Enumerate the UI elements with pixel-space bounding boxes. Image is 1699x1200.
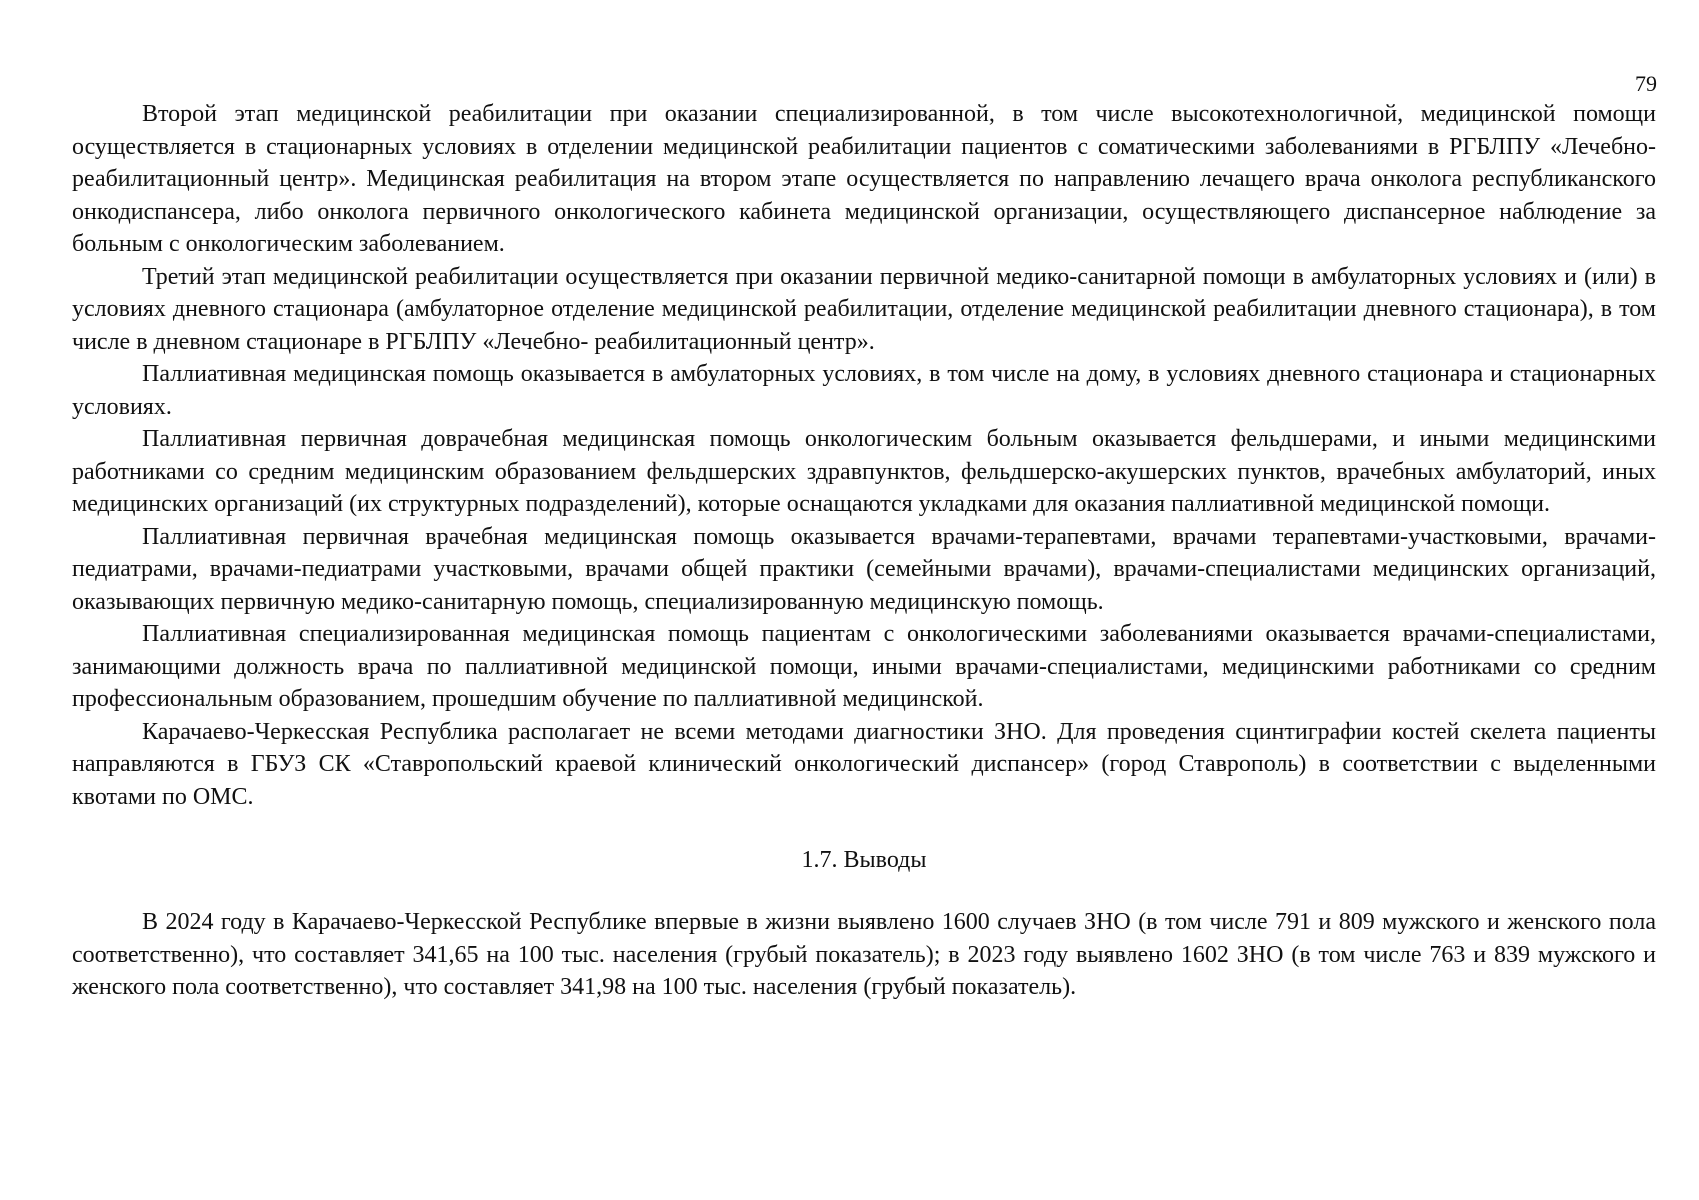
paragraph-palliative-primary: Паллиативная первичная врачебная медицинская помощь оказывается врачами-терапевтами, врачами терапевтами-участковыми, врачами-педиатрами, врачами-педиатрами участковыми, врачами общей практики (семейными врачами), врачами-специалистами медицинских организаций, оказывающих первичную медико-санитарную помощь, специализированную медицинскую помощь. bbox=[72, 523, 1656, 615]
paragraph-palliative-prehospital: Паллиативная первичная доврачебная медицинская помощь онкологическим больным оказывается фельдшерами, и иными медицинскими работниками со средним медицинским образованием фельдшерских здравпунктов, фельдшерско-акушерских пунктов, врачебных амбулаторий, иных медицинских организаций (их структурных подразделений), которые оснащаются укладками для оказания паллиативной медицинской помощи. bbox=[72, 426, 1656, 517]
paragraph-rehab-stage-2: Второй этап медицинской реабилитации при оказании специализированной, в том числе высокотехнологичной, медицинской помощи осуществляется в стационарных условиях в отделении медицинской реабилитации пациентов с соматическими заболеваниями в РГБЛПУ «Лечебно-реабилитационный центр». Медицинская реабилитация на втором этапе осуществляется по направлению лечащего врача онколога республиканского онкодиспансера, либо онколога первичного онкологического кабинета медицинской организации, осуществляющего диспансерное наблюдение за больным с онкологическим заболеванием. bbox=[72, 101, 1656, 257]
paragraph-rehab-stage-3: Третий этап медицинской реабилитации осуществляется при оказании первичной медико-санитарной помощи в амбулаторных условиях и (или) в условиях дневного стационара (амбулаторное отделение медицинской реабилитации, отделение медицинской реабилитации дневного стационара), в том числе в дневном стационаре в РГБЛПУ «Лечебно- реабилитационный центр». bbox=[72, 263, 1656, 355]
page-number: 79 bbox=[1635, 71, 1657, 96]
section-title: Выводы bbox=[843, 847, 927, 873]
paragraph-palliative-care: Паллиативная медицинская помощь оказывается в амбулаторных условиях, в том числе на дому, в условиях дневного стационара и стационарных условиях. bbox=[72, 361, 1656, 420]
section-heading bbox=[72, 844, 1656, 876]
paragraph-diagnostics: Карачаево-Черкесская Республика располагает не всеми методами диагностики ЗНО. Для проведения сцинтиграфии костей скелета пациенты направляются в ГБУЗ СК «Ставропольский краевой клинический онкологический диспансер» (город Ставрополь) в соответствии с выделенными квотами по ОМС. bbox=[72, 718, 1656, 810]
section-number: 1.7. bbox=[801, 847, 838, 873]
body-text bbox=[72, 98, 1656, 1004]
paragraph-conclusion: В 2024 году в Карачаево-Черкесской Республике впервые в жизни выявлено 1600 случаев ЗНО (в том числе 791 и 809 мужского и женского пола соответственно), что составляет 341,65 на 100 тыс. населения (грубый показатель); в 2023 году выявлено 1602 ЗНО (в том числе 763 и 839 мужского и женского пола соответственно), что составляет 341,98 на 100 тыс. населения (грубый показатель). bbox=[72, 909, 1656, 1000]
paragraph-palliative-specialized: Паллиативная специализированная медицинская помощь пациентам с онкологическими заболеваниями оказывается врачами-специалистами, занимающими должность врача по паллиативной медицинской помощи, иными врачами-специалистами, медицинскими работниками со средним профессиональным образованием, прошедшим обучение по паллиативной медицинской. bbox=[72, 621, 1656, 712]
